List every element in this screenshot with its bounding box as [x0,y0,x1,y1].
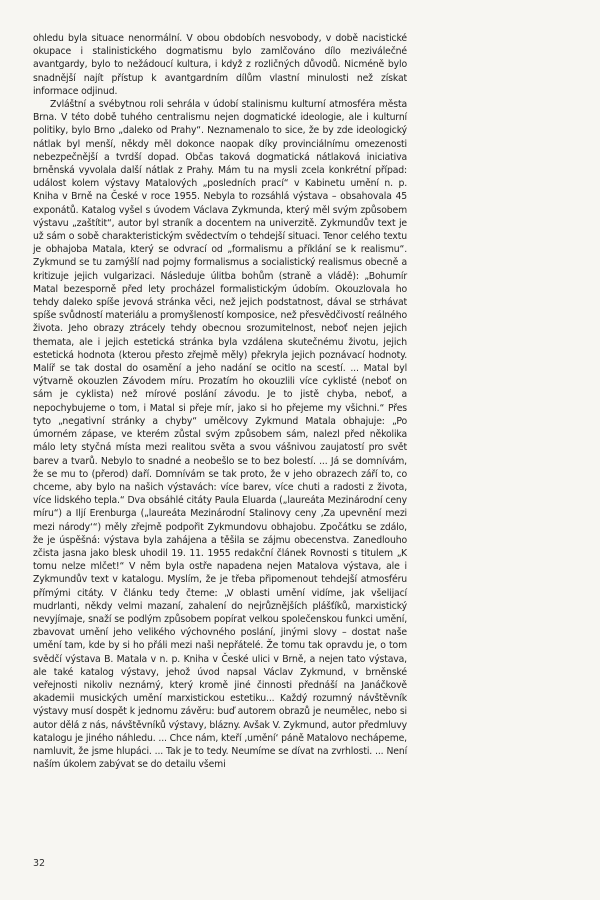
page-number: 32 [33,858,46,869]
paragraph-brno-atmosphere: Zvláštní a svébytnou roli sehrála v údobí stalinismu kulturní atmosféra města Brna. V této době tuhého centralismu nejen dogmatické ideologie, ale i kulturní politiky, bylo Brno „daleko od Prahy“. Neznamenalo to sice, že by zde ideologický nátlak byl menší, někdy měl dokonce naopak díky provinciálnímu omezenosti nebezpečnější a tvrdší dopad. Občas taková dogmatická nátlaková iniciativa brněnská vyvolala další nátlak z Prahy. Mám tu na mysli zcela konkrétní případ: událost kolem výstavy Matalových „posledních prací“ v Kabinetu umění n. p. Kniha v Brně na České v roce 1955. Nebyla to rozsáhlá výstava – obsahovala 45 exponátů. Katalog vyšel s úvodem Václava Zykmunda, který měl svým způsobem výstavu „zaštítit“, autor byl straník a docentem na univerzitě. Zykmundův text je už sám o sobě charakteristickým svědectvím o tehdejší situaci. Tenor celého textu je obhajoba Matala, který se odvrací od „formalismu a příklání se k realismu“. Zykmund se tu zamýšlí nad pojmy formalismus a socialistický realismus obecně a kritizuje jejich vulgarizaci. Následuje úlitba bohům (straně a vládě): „Bohumír Matal bezesporně před lety procházel formalistickým údobím. Okouzlovala ho tehdy daleko spíše jevová stránka věci, než jejich podstatnost, dával se strhávat spíše svůdností materiálu a promyšleností komposice, než přesvědčivostí reálného života. Jeho obrazy ztrácely tehdy obecnou srozumitelnost, neboť nejen jejich themata, ale i jejich estetická stránka byla vzdálena skutečnému životu, jejich estetická hodnota (kterou přesto zřejmě měly) překryla jejich poznávací hodnoty. Malíř se tak dostal do osamění a jeho nadání se ocitlo na scestí. ... Matal byl výtvarně okouzlen Závodem míru. Prozatím ho okouzlili více cyklisté (neboť on sám je cyklista) než mírové poslání závodu. Je to jistě chyba, neboť, a nepochybujeme o tom, i Matal si přeje mír, jako si ho přejeme my všichni.“ Přes tyto „negativní stránky a chyby“ umělcovy Zykmund Matala obhajuje: „Po úmorném zápase, ve kterém zůstal svým způsobem sám, nalezl před několika málo lety styčná místa mezi realitou světa a svou vášnivou zaujatostí pro svět barev a tvarů. Nebylo to snadné a neobešlo se to bez bolestí. ... Já se domnívám, že se mu to (přerod) daří. Domnívám se tak proto, že v jeho obrazech září to, co chceme, aby bylo na našich výstavách: více barev, více chuti a radosti z života, více lidského tepla.“ Dva obsáhlé citáty Paula Eluarda („laureáta Mezinárodní ceny míru“) a Iljí Erenburga („laureáta Mezinárodní Stalinovy ceny ‚Za upevnění mezi mezi národy‘“) měly zřejmě podpořit Zykmundovu obhajobu. Zpočátku se zdálo, že je úspěšná: výstava byla zahájena a těšila se zájmu obecenstva. Zanedlouho zčista jasna jako blesk uhodil 19. 11. 1955 redakční článek Rovnosti s titulem „K tomu nelze mlčet!“ V něm byla ostře napadena nejen Matalova výstava, ale i Zykmundův text v katalogu. Myslím, že je třeba připomenout tehdejší atmosféru přímými citáty. V článku tedy čteme: „V oblasti umění vidíme, jak všelijací mudrlanti, někdy velmi mazaní, zahalení do nejrůznějších plášťíků, marxistický nevyjímaje, snaží se podlým způsobem popírat velkou společenskou funkci umění, zbavovat umění jeho velikého výchovného poslání, jinými slovy – dostat naše umění tam, kde by si ho přáli mezi naši nepřátelé. Že tomu tak opravdu je, o tom svědčí výstava B. Matala v n. p. Kniha v České ulici v Brně, a nejen tato výstava, ale také katalog výstavy, jehož úvod napsal Václav Zykmund, v brněnské veřejnosti nikoliv neznámý, který kromě jiné činnosti přednáší na Janáčkově akademii musických umění marxistickou estetiku... Každý rozumný návštěvník výstavy musí dospět k jednomu závěru: buď autorem obrazů je neumělec, nebo si autor dělá z nás, návštěvníků výstavy, blázny. Avšak V. Zykmund, autor předmluvy katalogu je jiného náhledu. ... Chce nám, kteří ‚umění‘ páně Matalovo nechápeme, namluvit, že jsme hlupáci. ... Tak je to tedy. Neumíme se dívat na zvrhlosti. ... Není naším úkolem zabývat se do detailu všemi [33,99,407,771]
text-column [33,32,407,771]
paragraph-continuation: ohledu byla situace nenormální. V obou obdobích nesvobody, v době nacistické okupace i stalinistického dogmatismu bylo zamlčováno dílo meziválečné avantgardy, bylo to nežádoucí kultura, i když z rozličných důvodů. Nicméně bylo snadnější najít přístup k avantgardním dílům vlastní minulosti než získat informace odjinud. [33,33,407,97]
